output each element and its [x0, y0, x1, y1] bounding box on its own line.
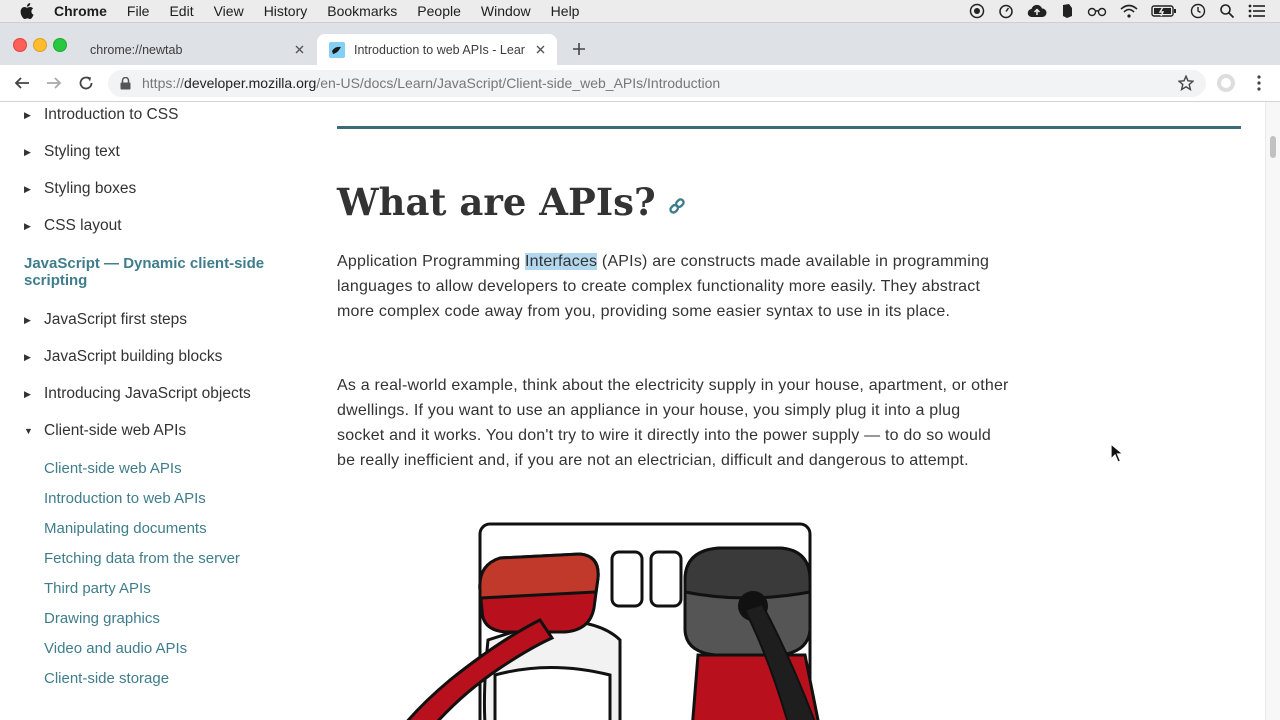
expand-triangle-icon: ▶	[24, 220, 31, 231]
url-scheme: https://	[142, 75, 185, 91]
expand-triangle-icon: ▶	[24, 351, 31, 362]
sidebar-subitem-introduction-to-web-apis[interactable]: Introduction to web APIs	[44, 490, 206, 507]
tab-title: chrome://newtab	[90, 42, 183, 57]
reload-icon[interactable]	[77, 74, 95, 92]
mdn-favicon-icon	[329, 42, 345, 58]
status-icons	[969, 0, 1266, 22]
window-minimize-button[interactable]	[33, 38, 47, 52]
sidebar-subitem-drawing-graphics[interactable]: Drawing graphics	[44, 610, 160, 627]
expand-triangle-icon: ▶	[24, 109, 31, 120]
sidebar-item-label: JavaScript building blocks	[44, 348, 223, 365]
menu-window[interactable]: Window	[480, 3, 531, 19]
sidebar-item-javascript-building-blocks[interactable]	[24, 348, 222, 366]
scrollbar-thumb[interactable]	[1270, 136, 1276, 158]
sidebar-item-label: Introducing JavaScript objects	[44, 385, 251, 402]
timer-icon[interactable]	[998, 3, 1014, 19]
paragraph-text: (APIs) are constructs made available in programming languages to allow developers to create complex functionality more easily. They abstract more complex code away from you, providing some easier syntax to use in its place.	[337, 253, 990, 320]
window-zoom-button[interactable]	[53, 38, 67, 52]
forward-arrow-icon[interactable]	[45, 74, 63, 92]
notification-center-icon[interactable]	[1248, 4, 1266, 18]
sidebar-subitem-third-party-apis[interactable]: Third party APIs	[44, 580, 151, 597]
spotlight-search-icon[interactable]	[1219, 3, 1235, 19]
sidebar-section-heading[interactable]: JavaScript — Dynamic client-side scripting	[24, 255, 265, 289]
bookmark-star-icon[interactable]	[1178, 75, 1194, 91]
sidebar-item-label: CSS layout	[44, 217, 122, 234]
sidebar-item-css-layout[interactable]	[24, 217, 122, 235]
article-heading-text: What are APIs?	[337, 180, 656, 224]
glasses-icon[interactable]	[1087, 5, 1107, 17]
tab-close-icon[interactable]	[533, 42, 547, 56]
menu-app-chrome[interactable]: Chrome	[54, 3, 107, 19]
expand-triangle-icon: ▶	[24, 183, 31, 194]
url-host: developer.mozilla.org	[184, 75, 317, 91]
sidebar-item-client-side-web-apis[interactable]	[24, 422, 186, 440]
tab-title: Introduction to web APIs - Lear	[354, 42, 525, 57]
sidebar-item-javascript-first-steps[interactable]	[24, 311, 187, 329]
tab-introduction-web-apis[interactable]	[317, 34, 557, 65]
menu-edit[interactable]: Edit	[169, 3, 194, 19]
plug-socket-illustration	[380, 520, 840, 720]
sidebar-subitem-video-audio-apis[interactable]: Video and audio APIs	[44, 640, 188, 657]
sidebar-subitem-fetching-data[interactable]: Fetching data from the server	[44, 550, 240, 567]
macos-menu-bar	[0, 0, 1280, 23]
sidebar-item-label: Client-side web APIs	[44, 422, 187, 439]
sidebar-subitem-client-side-storage[interactable]: Client-side storage	[44, 670, 170, 687]
article-paragraph-2: As a real-world example, think about the electricity supply in your house, apartment, or other dwellings. If you want to use an appliance in your house, you simply plug it into a plug socket and it works. You don't try to wire it directly into the power supply — to do so would be really inefficient and, if you are not an electrician, difficult and dangerous to attempt.	[337, 377, 1009, 469]
address-bar[interactable]	[108, 70, 1206, 97]
sidebar-subitem-client-side-web-apis[interactable]: Client-side web APIs	[44, 460, 182, 477]
tab-newtab[interactable]	[76, 34, 316, 65]
page-scrollbar[interactable]	[1265, 102, 1280, 720]
page-content	[0, 102, 1266, 720]
menu-history[interactable]: History	[263, 3, 308, 19]
expand-triangle-icon: ▶	[24, 314, 31, 325]
sidebar-subitem-manipulating-documents[interactable]: Manipulating documents	[44, 520, 207, 537]
article-paragraph-1	[337, 249, 1007, 324]
new-tab-plus-icon[interactable]	[569, 39, 589, 59]
sidebar-item-introduction-to-css[interactable]	[24, 106, 178, 124]
browser-toolbar	[0, 65, 1280, 102]
menu-view[interactable]: View	[213, 3, 244, 19]
selected-text-highlight: Interfaces	[525, 253, 598, 270]
sidebar-item-label: Styling boxes	[44, 180, 137, 197]
mouse-pointer-icon	[1110, 443, 1124, 463]
permalink-chain-icon[interactable]	[668, 197, 686, 215]
cloud-upload-icon[interactable]	[1027, 4, 1047, 18]
evernote-icon[interactable]	[1060, 3, 1074, 19]
expand-triangle-icon: ▶	[24, 388, 31, 399]
menu-help[interactable]: Help	[550, 3, 580, 19]
sidebar-item-introducing-javascript-objects[interactable]	[24, 385, 251, 403]
back-arrow-icon[interactable]	[13, 74, 31, 92]
record-icon[interactable]	[969, 3, 985, 19]
wifi-icon[interactable]	[1120, 4, 1138, 18]
apple-logo-icon[interactable]	[20, 3, 36, 19]
sidebar-item-styling-boxes[interactable]	[24, 180, 136, 198]
paragraph-text: Application Programming	[337, 253, 525, 270]
collapse-triangle-icon: ▼	[24, 426, 33, 436]
lock-icon[interactable]	[120, 77, 131, 90]
menu-bookmarks[interactable]: Bookmarks	[327, 3, 398, 19]
sidebar-item-label: JavaScript first steps	[44, 311, 187, 328]
sidebar-item-label: Styling text	[44, 143, 120, 160]
tab-close-icon[interactable]	[292, 42, 306, 56]
sidebar-item-styling-text[interactable]	[24, 143, 120, 161]
article-heading	[337, 180, 686, 224]
url-path: /en-US/docs/Learn/JavaScript/Client-side_web_APIs/Introduction	[316, 75, 721, 91]
profile-avatar-icon[interactable]	[1216, 73, 1236, 93]
battery-icon[interactable]	[1151, 4, 1177, 18]
heading-divider	[337, 126, 1241, 129]
menu-file[interactable]: File	[126, 3, 150, 19]
menu-people[interactable]: People	[417, 3, 461, 19]
window-close-button[interactable]	[13, 38, 27, 52]
sidebar-item-label: Introduction to CSS	[44, 106, 179, 123]
chrome-menu-kebab-icon[interactable]	[1250, 74, 1268, 92]
clock-icon[interactable]	[1190, 3, 1206, 19]
expand-triangle-icon: ▶	[24, 146, 31, 157]
url-text[interactable]	[142, 75, 720, 91]
